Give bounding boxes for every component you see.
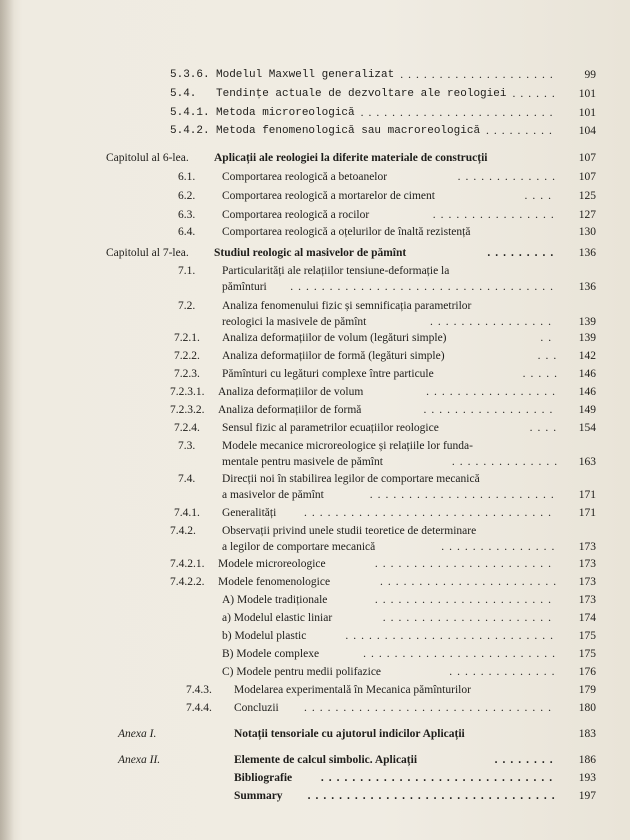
entry-title: b) Modelul plastic (222, 630, 307, 642)
entry-title: Pămînturi cu legături complexe între particule (222, 368, 434, 380)
entry-title: Comportarea reologică a mortarelor de ciment (222, 190, 435, 202)
dot-leader: ...... (512, 88, 560, 100)
dot-leader: ......................... (363, 648, 560, 660)
page-number: 125 (578, 190, 596, 202)
entry-title: Analiza deformațiilor de formă (218, 404, 362, 416)
entry-title: Studiul reologic al masivelor de pămînt (214, 247, 407, 259)
entry-title: A) Modele tradiționale (222, 594, 328, 606)
entry-number: 7.4. (178, 473, 196, 485)
annex-label: Anexa II. (118, 754, 161, 766)
page-number: 130 (578, 226, 596, 238)
entry-title: Modele mecanice microreologice și relațiile lor funda- (222, 440, 473, 452)
entry-title: Analiza fenomenului fizic și semnificația parametrilor (222, 300, 472, 312)
dot-leader: .................................. (290, 281, 558, 293)
page-number: 197 (578, 790, 596, 802)
entry-number: 7.4.2.1. (170, 558, 205, 570)
entry-title: Generalități (222, 507, 277, 519)
dot-leader: .... (529, 422, 562, 434)
entry-number: 7.3. (178, 440, 196, 452)
page-number: 171 (578, 489, 596, 501)
dot-leader: ........................ (369, 489, 559, 501)
dot-leader: .... (524, 190, 556, 202)
entry-title: mentale pentru masivele de pămînt (222, 456, 383, 468)
dot-leader: .............. (449, 666, 560, 678)
entry-title: Comportarea reologică a rocilor (222, 209, 370, 221)
annex-label: Anexa I. (118, 728, 157, 740)
dot-leader: ............. (457, 171, 561, 183)
entry-title: Notații tensoriale cu ajutorul indicilor Aplicații (234, 728, 465, 740)
entry-title: pămînturi (222, 281, 267, 293)
entry-number: 6.3. (178, 209, 196, 221)
entry-number: 7.2.3. (174, 368, 200, 380)
page-number: 146 (578, 386, 596, 398)
page-number: 101 (578, 88, 596, 100)
chapter-label: Capitolul al 7-lea. (106, 247, 189, 259)
entry-number: 7.2.2. (174, 350, 200, 362)
dot-leader: ...................... (382, 612, 556, 624)
dot-leader: ..... (522, 368, 562, 380)
entry-number: 5.3.6. (170, 69, 210, 81)
page-number: 174 (578, 612, 596, 624)
entry-title: Particularități ale relațiilor tensiune-deformație la (222, 265, 450, 277)
entry-number: 5.4.1. (170, 107, 210, 119)
entry-number: 7.1. (178, 265, 196, 277)
page-number: 107 (578, 152, 596, 164)
entry-number: 7.2.4. (174, 422, 200, 434)
entry-title: Analiza deformațiilor de volum (218, 386, 364, 398)
chapter-label: Capitolul al 6-lea. (106, 152, 189, 164)
entry-title: Modele microreologice (218, 558, 326, 570)
dot-leader: ................ (432, 209, 559, 221)
page-number: 99 (584, 69, 596, 81)
entry-number: 5.4.2. (170, 125, 210, 137)
dot-leader: ......... (487, 247, 559, 259)
entry-title: Aplicații ale reologiei la diferite materiale de construcții (214, 152, 488, 164)
entry-title: a) Modelul elastic liniar (222, 612, 333, 624)
entry-title: Modelarea experimentală în Mecanica pămînturilor (234, 684, 471, 696)
page-number: 171 (578, 507, 596, 519)
page-number: 179 (578, 684, 596, 696)
entry-title: Tendințe actuale de dezvoltare ale reologiei (216, 88, 507, 100)
dot-leader: ................ (430, 316, 556, 328)
page-number: 146 (578, 368, 596, 380)
entry-number: 7.2. (178, 300, 196, 312)
page-number: 163 (578, 456, 596, 468)
entry-title: Bibliografie (234, 772, 293, 784)
dot-leader: ........ (494, 754, 558, 766)
page-number: 139 (578, 316, 596, 328)
entry-number: 7.2.3.1. (170, 386, 205, 398)
dot-leader: .............. (451, 456, 563, 468)
entry-number: 7.4.3. (186, 684, 212, 696)
entry-number: 7.4.2. (170, 525, 196, 537)
dot-leader: ....................... (374, 558, 556, 570)
dot-leader: ......... (486, 125, 557, 137)
entry-title: Modele fenomenologice (218, 576, 331, 588)
page-number: 142 (578, 350, 596, 362)
page-number: 173 (578, 541, 596, 553)
entry-title: Analiza deformațiilor de volum (legături simple) (222, 332, 447, 344)
page-number: 154 (578, 422, 596, 434)
page-number: 107 (578, 171, 596, 183)
dot-leader: ................................ (307, 790, 560, 802)
entry-title: Summary (234, 790, 283, 802)
page-number: 180 (578, 702, 596, 714)
entry-number: 5.4. (170, 88, 197, 100)
dot-leader: ....................... (374, 594, 556, 606)
entry-title: Elemente de calcul simbolic. Aplicații (234, 754, 418, 766)
entry-number: 6.2. (178, 190, 196, 202)
entry-title: Concluzii (234, 702, 279, 714)
entry-number: 6.1. (178, 171, 196, 183)
entry-title: a masivelor de pămînt (222, 489, 324, 501)
page-number: 136 (578, 247, 596, 259)
dot-leader: ................. (423, 404, 558, 416)
dot-leader: ................. (426, 386, 561, 398)
entry-title: reologici la masivele de pămînt (222, 316, 367, 328)
page-number: 173 (578, 594, 596, 606)
entry-number: 7.4.2.2. (170, 576, 205, 588)
page-number: 176 (578, 666, 596, 678)
dot-leader: ............... (441, 541, 560, 553)
page-number: 139 (578, 332, 596, 344)
dot-leader: ................................ (304, 702, 556, 714)
dot-leader: .............................. (320, 772, 558, 784)
page-number: 183 (578, 728, 596, 740)
dot-leader: ......................... (360, 107, 558, 119)
page-number: 173 (578, 576, 596, 588)
entry-title: Analiza deformațiilor de formă (legături simple) (222, 350, 445, 362)
entry-number: 7.2.1. (174, 332, 200, 344)
entry-title: Direcții noi în stabilirea legilor de comportare mecanică (222, 473, 480, 485)
page-number: 173 (578, 558, 596, 570)
dot-leader: ................................ (304, 507, 556, 519)
entry-number: 7.4.1. (174, 507, 200, 519)
page-number: 127 (578, 209, 596, 221)
entry-title: Metoda microreologică (216, 107, 355, 119)
page-number: 149 (578, 404, 596, 416)
page-number: 104 (578, 125, 596, 137)
dot-leader: .. (540, 332, 557, 344)
entry-title: Comportarea reologică a oțelurilor de înaltă rezistență (222, 226, 471, 238)
entry-title: Comportarea reologică a betoanelor (222, 171, 388, 183)
page-number: 136 (578, 281, 596, 293)
entry-title: B) Modele complexe (222, 648, 320, 660)
page-number: 186 (578, 754, 596, 766)
entry-title: Metoda fenomenologică sau macroreologică (216, 125, 481, 137)
entry-number: 7.4.4. (186, 702, 212, 714)
page-number: 101 (578, 107, 596, 119)
entry-title: a legilor de comportare mecanică (222, 541, 376, 553)
entry-title: Sensul fizic al parametrilor ecuațiilor reologice (222, 422, 439, 434)
page-number: 175 (578, 630, 596, 642)
dot-leader: .................... (400, 69, 558, 81)
entry-title: Modelul Maxwell generalizat (216, 69, 395, 81)
dot-leader: ........................... (345, 630, 558, 642)
entry-title: Observații privind unele studii teoretice de determinare (222, 525, 477, 537)
entry-number: 6.4. (178, 226, 196, 238)
dot-leader: ....................... (379, 576, 562, 588)
dot-leader: ... (537, 350, 562, 362)
entry-title: C) Modele pentru medii polifazice (222, 666, 382, 678)
page-number: 175 (578, 648, 596, 660)
page-number: 193 (578, 772, 596, 784)
entry-number: 7.2.3.2. (170, 404, 205, 416)
